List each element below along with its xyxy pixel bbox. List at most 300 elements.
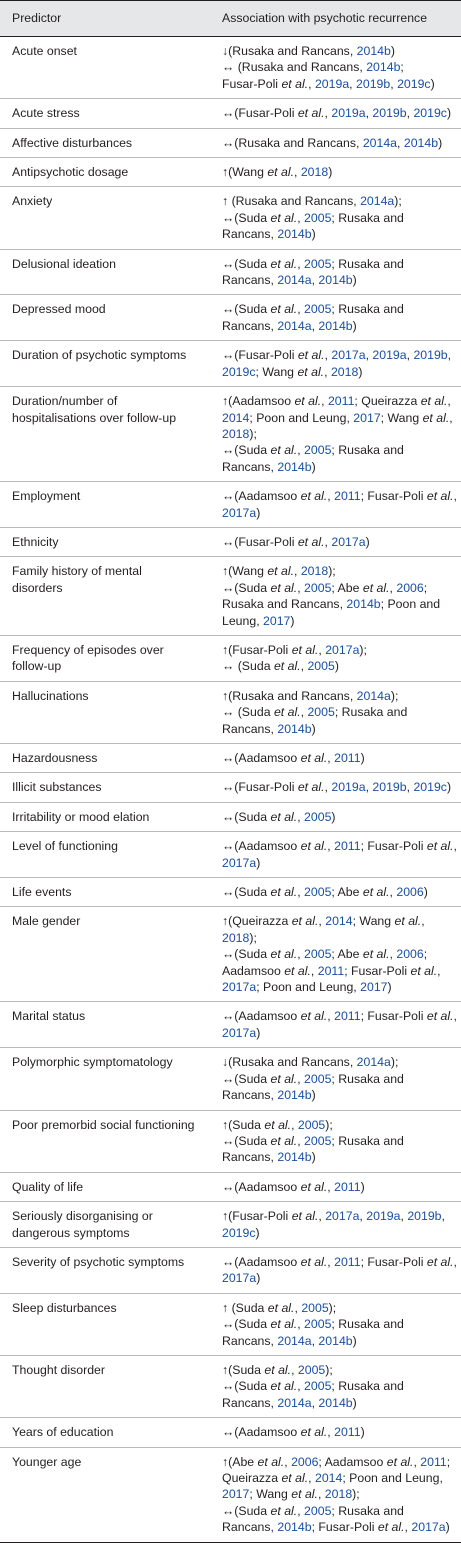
association-text: ) xyxy=(438,135,443,150)
citation-year-link[interactable]: 2014b xyxy=(277,227,312,242)
association-text: , xyxy=(297,1133,305,1148)
citation-year-link[interactable]: 2018 xyxy=(300,165,329,180)
predictor-cell: Illicit substances xyxy=(0,773,209,802)
association-text: ↑(Wang xyxy=(222,564,268,579)
table-row xyxy=(0,482,461,528)
association-text: , xyxy=(406,348,414,363)
citation-year-link[interactable]: 2014b xyxy=(277,459,312,474)
association-cell xyxy=(209,341,461,387)
citation-year-link[interactable]: 2019b xyxy=(372,106,407,121)
et-al-text: et al. xyxy=(362,947,390,962)
et-al-text: et al. xyxy=(281,1471,309,1485)
citation-year-link[interactable]: 2017 xyxy=(353,410,381,425)
et-al-text: et al. xyxy=(297,534,325,549)
association-text: ; Rusaka and Rancans, xyxy=(222,302,404,333)
citation-year-link[interactable]: 2011 xyxy=(334,1179,361,1194)
citation-year-link[interactable]: 2017a xyxy=(331,348,366,363)
citation-year-link[interactable]: 2014b xyxy=(277,1150,312,1165)
association-text: ); xyxy=(390,1055,399,1070)
citation-year-link[interactable]: 2011 xyxy=(334,839,361,854)
citation-year-link[interactable]: 2011 xyxy=(334,1425,361,1440)
citation-year-link[interactable]: 2005 xyxy=(304,1071,332,1086)
citation-year-link[interactable]: 2014b xyxy=(346,597,381,612)
association-cell xyxy=(209,1418,461,1447)
association-text: , xyxy=(284,1454,292,1469)
citation-year-link[interactable]: 2017a xyxy=(325,642,360,657)
citation-year-link[interactable]: 2017a xyxy=(222,855,257,870)
association-text: ↔(Suda xyxy=(222,443,271,458)
association-text: , xyxy=(324,534,332,549)
citation-year-link[interactable]: 2005 xyxy=(304,947,332,962)
association-text: ↔(Suda xyxy=(222,1317,271,1332)
association-text: ↔(Suda xyxy=(222,1379,271,1394)
association-cell xyxy=(209,557,461,636)
citation-year-link[interactable]: 2005 xyxy=(304,302,332,317)
et-al-text: et al. xyxy=(291,1487,318,1502)
citation-year-link[interactable]: 2014b xyxy=(277,721,312,736)
association-text: , xyxy=(447,394,451,409)
association-text: ; Rusaka and Rancans, xyxy=(222,256,404,288)
citation-year-link[interactable]: 2019b xyxy=(356,76,391,91)
predictor-cell: Frequency of episodes over follow-up xyxy=(0,635,209,681)
predictor-cell: Male gender xyxy=(0,907,209,1002)
association-text: ) xyxy=(365,534,370,549)
association-text: ↑(Abe xyxy=(222,1454,258,1469)
citation-year-link[interactable]: 2014a xyxy=(362,135,398,150)
association-text: , xyxy=(327,1009,335,1024)
association-text: ; Fusar-Poli xyxy=(311,1520,378,1535)
association-cell xyxy=(209,773,461,802)
association-text: , xyxy=(317,1487,325,1502)
citation-year-link[interactable]: 2005 xyxy=(304,1379,332,1394)
citation-year-link[interactable]: 2006 xyxy=(396,947,424,962)
citation-year-link[interactable]: 2014b xyxy=(277,1088,312,1103)
association-text: , xyxy=(389,580,397,595)
association-text: , xyxy=(311,1395,319,1410)
predictor-cell: Quality of life xyxy=(0,1172,209,1201)
citation-year-link[interactable]: 2019c xyxy=(222,1225,256,1240)
association-cell xyxy=(209,635,461,681)
table-row xyxy=(0,744,461,773)
association-text: ); xyxy=(249,930,257,945)
association-text: ↑(Wang xyxy=(222,165,268,180)
table-row xyxy=(0,1172,461,1201)
association-cell xyxy=(209,681,461,743)
citation-year-link[interactable]: 2011 xyxy=(334,751,361,765)
association-cell xyxy=(209,1447,461,1542)
association-text: ) xyxy=(311,1150,316,1165)
association-text: ↔(Aadamsoo xyxy=(222,839,301,854)
citation-year-link[interactable]: 2017 xyxy=(222,1487,250,1502)
association-text: ; Queirazza xyxy=(222,1454,451,1485)
et-al-text: et al. xyxy=(270,302,298,317)
association-text: , xyxy=(327,1254,335,1269)
citation-year-link[interactable]: 2005 xyxy=(307,705,335,720)
association-text: ↔(Suda xyxy=(222,580,271,595)
citation-year-link[interactable]: 2005 xyxy=(304,885,332,900)
citation-year-link[interactable]: 2019c xyxy=(222,364,256,379)
table-row xyxy=(0,681,461,743)
citation-year-link[interactable]: 2019b xyxy=(413,348,448,363)
citation-year-link[interactable]: 2014b xyxy=(366,60,401,75)
association-text: ); xyxy=(359,642,367,657)
citation-year-link[interactable]: 2005 xyxy=(304,1503,332,1518)
et-al-text: et al. xyxy=(426,1009,454,1024)
citation-year-link[interactable]: 2019a xyxy=(314,76,350,91)
association-text: , xyxy=(365,106,373,121)
table-row xyxy=(0,557,461,636)
association-text: , xyxy=(441,1209,445,1224)
citation-year-link[interactable]: 2005 xyxy=(304,580,332,595)
predictor-cell: Thought disorder xyxy=(0,1355,209,1417)
citation-year-link[interactable]: 2019a xyxy=(366,1209,401,1224)
table-row xyxy=(0,99,461,128)
citation-year-link[interactable]: 2005 xyxy=(304,210,332,225)
citation-year-link[interactable]: 2018 xyxy=(222,426,250,441)
association-text: , xyxy=(437,963,441,978)
citation-year-link[interactable]: 2019b xyxy=(407,1209,442,1224)
et-al-text: et al. xyxy=(270,947,298,962)
association-text: , xyxy=(397,135,404,150)
association-text: ↓(Rusaka and Rancans, xyxy=(222,44,357,58)
citation-year-link[interactable]: 2019b xyxy=(372,780,407,795)
association-text: , xyxy=(308,76,315,91)
citation-year-link[interactable]: 2014a xyxy=(356,1055,391,1070)
association-text: ; Poon and Leung, xyxy=(256,980,361,995)
table-row xyxy=(0,802,461,831)
citation-year-link[interactable]: 2017a xyxy=(411,1520,446,1535)
association-text: , xyxy=(349,76,357,91)
association-cell xyxy=(209,295,461,341)
et-al-text: et al. xyxy=(273,705,301,720)
association-text: ; Rusaka and Rancans, xyxy=(222,580,428,612)
association-text: ↔ (Suda xyxy=(222,659,274,674)
predictor-cell: Poor premorbid social functioning xyxy=(0,1110,209,1172)
citation-year-link[interactable]: 2014a xyxy=(356,688,391,703)
association-text: ↑(Fusar-Poli xyxy=(222,1209,292,1224)
citation-year-link[interactable]: 2014a xyxy=(277,1333,312,1348)
predictor-cell: Duration/number of hospitalisations over follow-up xyxy=(0,387,209,482)
association-cell xyxy=(209,832,461,878)
association-text: ; Queirazza xyxy=(354,394,421,409)
association-text: ↔(Aadamsoo xyxy=(222,1254,301,1269)
association-text: ; Aadamsoo xyxy=(222,947,428,978)
citation-year-link[interactable]: 2017 xyxy=(360,980,388,995)
citation-year-link[interactable]: 2017 xyxy=(263,613,291,628)
citation-year-link[interactable]: 2014a xyxy=(360,194,395,209)
citation-year-link[interactable]: 2005 xyxy=(304,809,332,824)
association-text: , xyxy=(297,885,305,900)
association-text: ↑(Rusaka and Rancans, xyxy=(222,688,357,703)
predictor-cell: Severity of psychotic symptoms xyxy=(0,1247,209,1293)
citation-year-link[interactable]: 2014b xyxy=(277,1520,312,1535)
association-text: ; Poon and Leung, xyxy=(342,1471,443,1485)
association-text: ↔(Suda xyxy=(222,1133,271,1148)
association-text: , xyxy=(324,780,332,795)
citation-year-link[interactable]: 2006 xyxy=(291,1454,319,1469)
association-cell xyxy=(209,128,461,157)
citation-year-link[interactable]: 2017a xyxy=(331,534,366,549)
et-al-text: et al. xyxy=(386,1454,414,1469)
association-text: ) xyxy=(360,1425,365,1440)
association-text: , xyxy=(318,642,326,657)
association-text: , xyxy=(421,914,425,929)
association-text: , xyxy=(389,947,397,962)
association-text: ; Wang xyxy=(255,364,298,379)
association-text: , xyxy=(389,885,397,900)
table-row xyxy=(0,187,461,249)
predictor-cell: Seriously disorganising or dangerous symptoms xyxy=(0,1202,209,1248)
association-text: ; Wang xyxy=(249,1487,292,1502)
association-text: ; Rusaka and Rancans, xyxy=(222,1071,404,1103)
et-al-text: et al. xyxy=(422,410,450,425)
citation-year-link[interactable]: 2014b xyxy=(318,1395,353,1410)
association-text: ; xyxy=(400,60,404,75)
column-header-predictor: Predictor xyxy=(0,1,209,37)
citation-year-link[interactable]: 2014a xyxy=(277,273,312,288)
citation-year-link[interactable]: 2017a xyxy=(222,505,257,520)
predictor-cell: Family history of mental disorders xyxy=(0,557,209,636)
association-text: , xyxy=(321,394,328,409)
citation-year-link[interactable]: 2005 xyxy=(297,1117,326,1132)
citation-year-link[interactable]: 2005 xyxy=(304,1133,332,1148)
citation-year-link[interactable]: 2014 xyxy=(325,914,353,929)
association-text: , xyxy=(453,489,457,504)
association-text: ; Poon and Leung, xyxy=(249,410,354,425)
citation-year-link[interactable]: 2019a xyxy=(331,780,366,795)
association-cell xyxy=(209,187,461,249)
predictor-cell: Depressed mood xyxy=(0,295,209,341)
et-al-text: et al. xyxy=(270,210,298,225)
association-text: ↔(Fusar-Poli xyxy=(222,106,298,121)
association-text: ↔(Suda xyxy=(222,256,271,271)
association-text: ↔(Fusar-Poli xyxy=(222,534,298,549)
citation-year-link[interactable]: 2014 xyxy=(222,410,250,425)
et-al-text: et al. xyxy=(267,564,294,579)
association-text: , xyxy=(294,564,301,579)
citation-year-link[interactable]: 2019c xyxy=(413,106,447,121)
association-text: , xyxy=(447,348,452,363)
citation-year-link[interactable]: 2019a xyxy=(331,106,366,121)
association-text: , xyxy=(400,1209,408,1224)
association-text: ; Rusaka and Rancans, xyxy=(222,1317,404,1348)
table-row xyxy=(0,387,461,482)
association-text: ; Rusaka and Rancans, xyxy=(222,705,408,736)
predictor-cell: Hallucinations xyxy=(0,681,209,743)
table-row xyxy=(0,1048,461,1110)
association-text: ) xyxy=(352,1395,357,1410)
predictor-cell: Acute onset xyxy=(0,37,209,99)
citation-year-link[interactable]: 2019c xyxy=(413,780,447,795)
association-text: , xyxy=(324,364,331,379)
table-row xyxy=(0,635,461,681)
association-text: ) xyxy=(328,165,333,180)
association-text: ) xyxy=(331,809,336,824)
association-cell xyxy=(209,1293,461,1355)
citation-year-link[interactable]: 2011 xyxy=(317,963,345,978)
et-al-text: et al. xyxy=(297,364,325,379)
association-text: , xyxy=(291,1117,298,1132)
table-row xyxy=(0,832,461,878)
association-text: , xyxy=(297,1317,305,1332)
association-cell xyxy=(209,907,461,1002)
citation-year-link[interactable]: 2019c xyxy=(397,76,431,91)
citation-year-link[interactable]: 2011 xyxy=(334,489,361,504)
association-text: ) xyxy=(430,76,435,91)
table-row xyxy=(0,1447,461,1542)
et-al-text: et al. xyxy=(291,642,319,657)
citation-year-link[interactable]: 2014b xyxy=(318,318,353,333)
association-text: , xyxy=(297,580,305,595)
et-al-text: et al. xyxy=(291,914,319,929)
citation-year-link[interactable]: 2005 xyxy=(307,659,335,674)
et-al-text: et al. xyxy=(284,963,311,978)
association-text: ) xyxy=(358,364,363,379)
association-text: ↔ (Rusaka and Rancans, xyxy=(222,60,367,75)
association-text: , xyxy=(308,1471,315,1485)
citation-year-link[interactable]: 2017a xyxy=(222,1271,257,1286)
citation-year-link[interactable]: 2005 xyxy=(301,1300,329,1315)
association-text: ) xyxy=(445,1520,450,1535)
association-cell xyxy=(209,249,461,295)
association-text: ) xyxy=(360,751,365,765)
association-cell xyxy=(209,527,461,556)
association-text: ) xyxy=(290,613,295,628)
et-al-text: et al. xyxy=(270,1071,298,1086)
citation-year-link[interactable]: 2019a xyxy=(372,348,407,363)
association-text: ↔(Aadamsoo xyxy=(222,489,301,504)
association-text: ) xyxy=(352,318,357,333)
association-cell xyxy=(209,1202,461,1248)
citation-year-link[interactable]: 2014a xyxy=(277,318,312,333)
association-text: ↔(Aadamsoo xyxy=(222,1425,301,1440)
association-text: , xyxy=(318,1209,326,1224)
citation-year-link[interactable]: 2018 xyxy=(222,930,250,945)
association-text: ); xyxy=(325,1362,333,1377)
table-row xyxy=(0,527,461,556)
association-text: , xyxy=(300,659,308,674)
citation-year-link[interactable]: 2005 xyxy=(304,256,332,271)
association-text: ) xyxy=(311,459,316,474)
association-text: ) xyxy=(256,855,261,870)
citation-year-link[interactable]: 2017a xyxy=(222,1025,257,1040)
table-row xyxy=(0,878,461,907)
association-text: , xyxy=(297,210,305,225)
association-text: ) xyxy=(446,106,452,121)
association-text: ↑(Suda xyxy=(222,1362,265,1377)
association-cell xyxy=(209,387,461,482)
association-text: , xyxy=(406,780,414,795)
association-text: , xyxy=(327,1425,335,1440)
et-al-text: et al. xyxy=(270,580,298,595)
citation-year-link[interactable]: 2014 xyxy=(314,1471,343,1485)
association-text: ; Rusaka and Rancans, xyxy=(222,443,404,474)
association-text: , xyxy=(294,1300,302,1315)
et-al-text: et al. xyxy=(270,256,298,271)
citation-year-link[interactable]: 2005 xyxy=(304,443,332,458)
association-text: ) xyxy=(256,1271,261,1286)
et-al-text: et al. xyxy=(426,1254,454,1269)
citation-year-link[interactable]: 2006 xyxy=(396,885,424,900)
citation-year-link[interactable]: 2017a xyxy=(222,980,257,995)
association-text: ↔(Suda xyxy=(222,1071,271,1086)
association-text: , xyxy=(327,1179,335,1194)
citation-year-link[interactable]: 2014b xyxy=(318,1333,353,1348)
predictor-cell: Years of education xyxy=(0,1418,209,1447)
citation-year-link[interactable]: 2005 xyxy=(304,1317,332,1332)
et-al-text: et al. xyxy=(426,839,454,854)
table-row xyxy=(0,341,461,387)
citation-year-link[interactable]: 2018 xyxy=(300,564,329,579)
table-row xyxy=(0,1355,461,1417)
association-text: , xyxy=(297,1071,305,1086)
table-row xyxy=(0,128,461,157)
association-text: , xyxy=(413,1454,421,1469)
et-al-text: et al. xyxy=(300,1425,328,1440)
citation-year-link[interactable]: 2011 xyxy=(334,1254,361,1269)
association-text: ; Abe xyxy=(331,885,363,900)
association-cell xyxy=(209,802,461,831)
predictor-cell: Life events xyxy=(0,878,209,907)
association-text: , xyxy=(327,489,335,504)
association-text: , xyxy=(300,705,308,720)
association-text: , xyxy=(311,273,319,288)
citation-year-link[interactable]: 2011 xyxy=(420,1454,447,1469)
association-text: ; Fusar-Poli xyxy=(360,489,427,504)
citation-year-link[interactable]: 2017a xyxy=(325,1209,360,1224)
association-text: , xyxy=(390,76,398,91)
column-header-association: Association with psychotic recurrence xyxy=(209,1,461,37)
association-text: ) xyxy=(390,44,395,58)
citation-year-link[interactable]: 2014a xyxy=(277,1395,312,1410)
association-text: ; Rusaka and Rancans, xyxy=(222,1379,404,1410)
predictor-cell: Duration of psychotic symptoms xyxy=(0,341,209,387)
predictor-cell: Marital status xyxy=(0,1002,209,1048)
citation-year-link[interactable]: 2014b xyxy=(403,135,439,150)
citation-year-link[interactable]: 2011 xyxy=(327,394,355,409)
citation-year-link[interactable]: 2014b xyxy=(356,44,391,58)
association-text: , xyxy=(404,1520,412,1535)
et-al-text: et al. xyxy=(264,1117,292,1132)
association-cell xyxy=(209,1172,461,1201)
association-text: ) xyxy=(423,885,428,900)
table-row xyxy=(0,1002,461,1048)
association-text: ) xyxy=(334,659,339,674)
association-text: ↑(Suda xyxy=(222,1117,265,1132)
citation-year-link[interactable]: 2011 xyxy=(334,1009,361,1024)
association-text: ) xyxy=(352,1333,357,1348)
table-row xyxy=(0,1293,461,1355)
association-text: ↓(Rusaka and Rancans, xyxy=(222,1055,357,1070)
citation-year-link[interactable]: 2014b xyxy=(318,273,353,288)
association-text: ; Wang xyxy=(352,914,395,929)
association-text: ) xyxy=(360,1179,365,1194)
citation-year-link[interactable]: 2018 xyxy=(324,1487,353,1502)
association-text: ↔(Suda xyxy=(222,210,271,225)
table-row xyxy=(0,249,461,295)
citation-year-link[interactable]: 2018 xyxy=(330,364,359,379)
et-al-text: et al. xyxy=(300,751,328,765)
association-text: , xyxy=(297,809,305,824)
association-text: , xyxy=(297,302,305,317)
citation-year-link[interactable]: 2006 xyxy=(396,580,424,595)
association-text: , xyxy=(310,963,318,978)
table-row xyxy=(0,1202,461,1248)
et-al-text: et al. xyxy=(267,1300,295,1315)
association-text: ; Rusaka and Rancans, xyxy=(222,1503,404,1535)
table-body xyxy=(0,37,461,1543)
citation-year-link[interactable]: 2005 xyxy=(297,1362,326,1377)
